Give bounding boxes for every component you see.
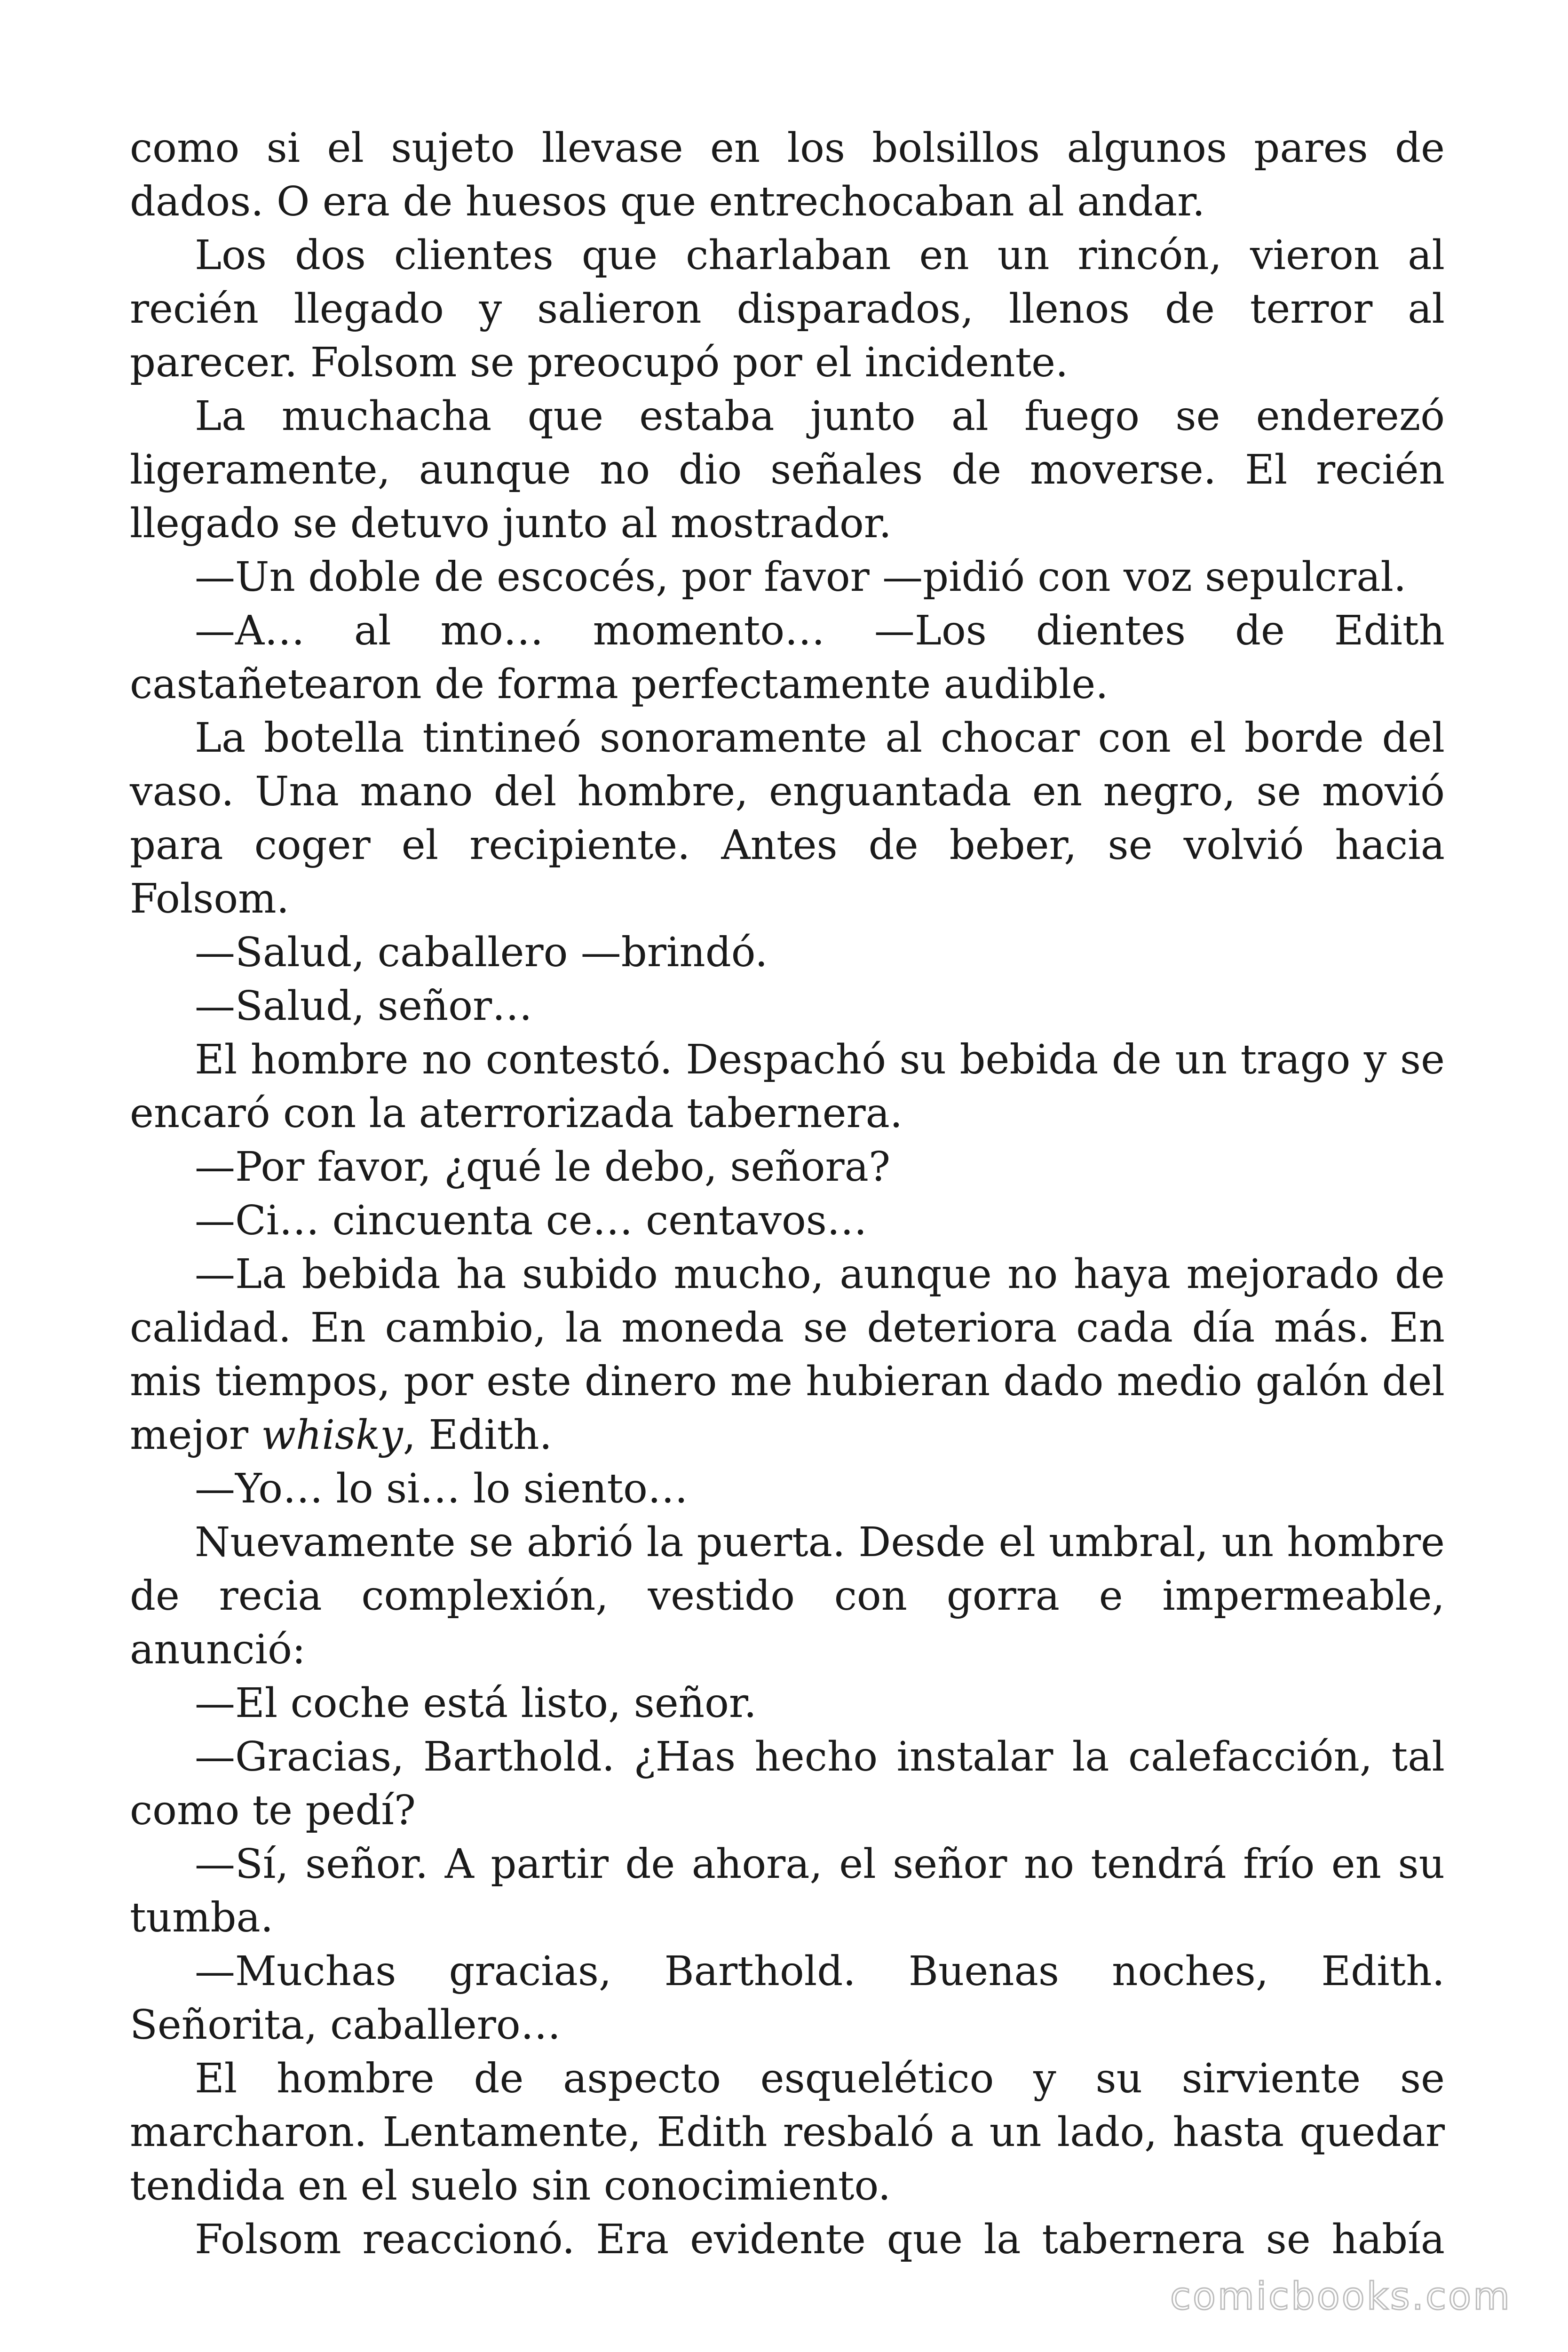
paragraph-12-text: —La bebida ha subido mucho, aunque no haya mejorado de calidad. En cambio, la moneda se deteriora cada día más. En mis tiempos, por este dinero me hubieran dado medio galón del mejor xyxy=(130,1251,1445,1459)
paragraph-9: El hombre no contestó. Despachó su bebida de un trago y se encaró con la aterrorizada tabernera. xyxy=(130,1036,1445,1137)
paragraph-8: —Salud, señor… xyxy=(195,983,533,1030)
paragraph-10: —Por favor, ¿qué le debo, señora? xyxy=(195,1144,891,1191)
paragraph-17: —Sí, señor. A partir de ahora, el señor no tendrá frío en su tumba. xyxy=(130,1841,1445,1941)
paragraph-3: La muchacha que estaba junto al fuego se enderezó ligeramente, aunque no dio señales de moverse. El recién llegado se detuvo junto al mostrador. xyxy=(130,393,1445,547)
paragraph-12-after: , Edith. xyxy=(403,1412,552,1459)
paragraph-6: La botella tintineó sonoramente al chocar con el borde del vaso. Una mano del hombre, enguantada en negro, se movió para coger el recipiente. Antes de beber, se volvió hacia Folsom. xyxy=(130,715,1445,922)
paragraph-11: —Ci… cincuenta ce… centavos… xyxy=(195,1197,867,1244)
paragraph-1: como si el sujeto llevase en los bolsillos algunos pares de dados. O era de huesos que entrechocaban al andar. xyxy=(130,125,1445,225)
paragraph-5: —A… al mo… momento… —Los dientes de Edith castañetearon de forma perfectamente audible. xyxy=(130,607,1445,708)
watermark-logo: comicbooks.com xyxy=(1170,2274,1512,2318)
paragraph-14: Nuevamente se abrió la puerta. Desde el umbral, un hombre de recia complexión, vestido con gorra e impermeable, anunció: xyxy=(130,1519,1445,1673)
paragraph-12-italic: whisky xyxy=(261,1412,403,1459)
paragraph-2: Los dos clientes que charlaban en un rincón, vieron al recién llegado y salieron disparados, llenos de terror al parecer. Folsom se preocupó por el incidente. xyxy=(130,232,1445,386)
page-body xyxy=(130,121,1445,2266)
paragraph-4: —Un doble de escocés, por favor —pidió con voz sepulcral. xyxy=(195,554,1407,601)
paragraph-16: —Gracias, Barthold. ¿Has hecho instalar la calefacción, tal como te pedí? xyxy=(130,1733,1445,1834)
paragraph-20: Folsom reaccionó. Era evidente que la tabernera se había xyxy=(195,2216,1445,2263)
paragraph-18: —Muchas gracias, Barthold. Buenas noches, Edith. Señorita, caballero… xyxy=(130,1948,1445,2049)
paragraph-13: —Yo… lo si… lo siento… xyxy=(195,1465,688,1512)
paragraph-12 xyxy=(130,1248,1445,1462)
paragraph-15: —El coche está listo, señor. xyxy=(195,1680,757,1727)
paragraph-19: El hombre de aspecto esquelético y su sirviente se marcharon. Lentamente, Edith resbaló a un lado, hasta quedar tendida en el suelo sin conocimiento. xyxy=(130,2055,1445,2209)
paragraph-7: —Salud, caballero —brindó. xyxy=(195,929,768,976)
